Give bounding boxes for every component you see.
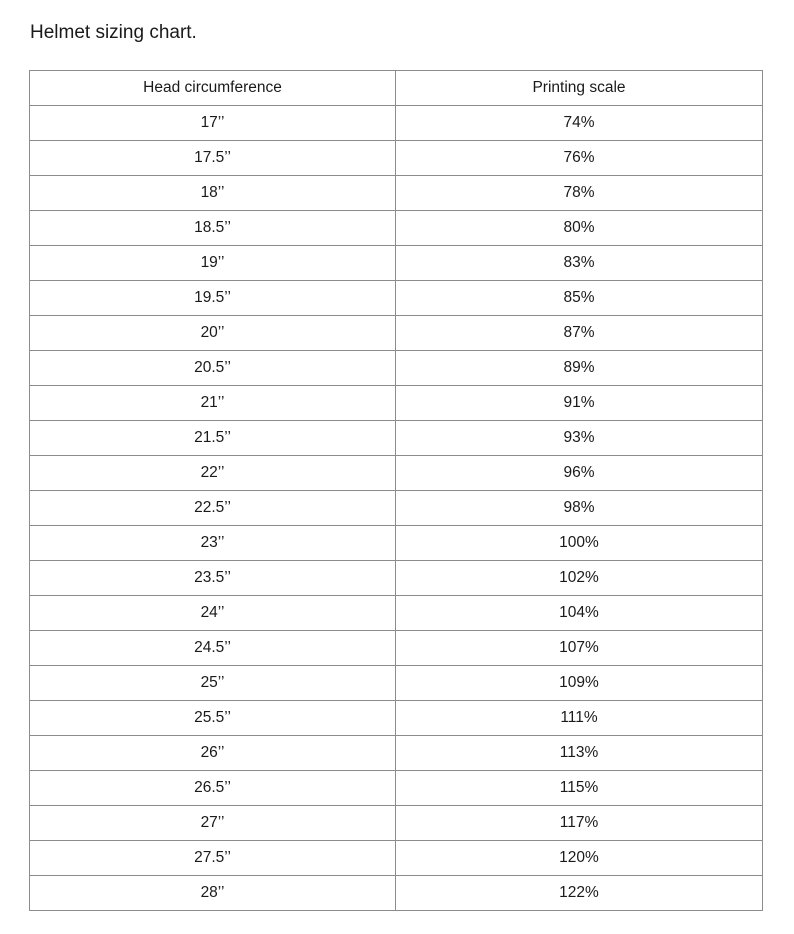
table-row [30,246,763,281]
printing-scale-cell: 83% [396,246,763,281]
printing-scale-cell: 104% [396,596,763,631]
printing-scale-cell: 98% [396,491,763,526]
table-row [30,666,763,701]
printing-scale-cell: 117% [396,806,763,841]
head-circumference-cell: 21.5’’ [30,421,396,456]
head-circumference-cell: 17’’ [30,106,396,141]
printing-scale-cell: 109% [396,666,763,701]
helmet-sizing-table [29,70,763,911]
head-circumference-cell: 19.5’’ [30,281,396,316]
table-row [30,526,763,561]
printing-scale-cell: 76% [396,141,763,176]
head-circumference-cell: 20.5’’ [30,351,396,386]
head-circumference-cell: 26’’ [30,736,396,771]
column-header-head-circumference: Head circumference [30,71,396,106]
head-circumference-cell: 22’’ [30,456,396,491]
printing-scale-cell: 80% [396,211,763,246]
printing-scale-cell: 107% [396,631,763,666]
head-circumference-cell: 28’’ [30,876,396,911]
table-row [30,141,763,176]
head-circumference-cell: 24.5’’ [30,631,396,666]
head-circumference-cell: 23’’ [30,526,396,561]
table-row [30,841,763,876]
table-row [30,631,763,666]
printing-scale-cell: 74% [396,106,763,141]
table-row [30,386,763,421]
table-row [30,421,763,456]
head-circumference-cell: 20’’ [30,316,396,351]
table-row [30,106,763,141]
printing-scale-cell: 96% [396,456,763,491]
printing-scale-cell: 93% [396,421,763,456]
printing-scale-cell: 85% [396,281,763,316]
head-circumference-cell: 21’’ [30,386,396,421]
printing-scale-cell: 111% [396,701,763,736]
head-circumference-cell: 27’’ [30,806,396,841]
table-row [30,771,763,806]
printing-scale-cell: 120% [396,841,763,876]
head-circumference-cell: 19’’ [30,246,396,281]
head-circumference-cell: 22.5’’ [30,491,396,526]
printing-scale-cell: 122% [396,876,763,911]
table-row [30,596,763,631]
printing-scale-cell: 87% [396,316,763,351]
table-row [30,876,763,911]
table-row [30,281,763,316]
printing-scale-cell: 102% [396,561,763,596]
table-row [30,806,763,841]
table-row [30,561,763,596]
table-row [30,701,763,736]
table-row [30,351,763,386]
head-circumference-cell: 17.5’’ [30,141,396,176]
table-row [30,736,763,771]
printing-scale-cell: 100% [396,526,763,561]
head-circumference-cell: 25.5’’ [30,701,396,736]
printing-scale-cell: 78% [396,176,763,211]
head-circumference-cell: 25’’ [30,666,396,701]
table-row [30,316,763,351]
printing-scale-cell: 113% [396,736,763,771]
head-circumference-cell: 18.5’’ [30,211,396,246]
head-circumference-cell: 27.5’’ [30,841,396,876]
table-row [30,211,763,246]
table-header-row [30,71,763,106]
table-row [30,176,763,211]
column-header-printing-scale: Printing scale [396,71,763,106]
printing-scale-cell: 89% [396,351,763,386]
head-circumference-cell: 23.5’’ [30,561,396,596]
head-circumference-cell: 24’’ [30,596,396,631]
table-body [30,106,763,911]
head-circumference-cell: 26.5’’ [30,771,396,806]
printing-scale-cell: 115% [396,771,763,806]
page-title: Helmet sizing chart. [30,22,197,43]
table-row [30,456,763,491]
printing-scale-cell: 91% [396,386,763,421]
table-row [30,491,763,526]
head-circumference-cell: 18’’ [30,176,396,211]
